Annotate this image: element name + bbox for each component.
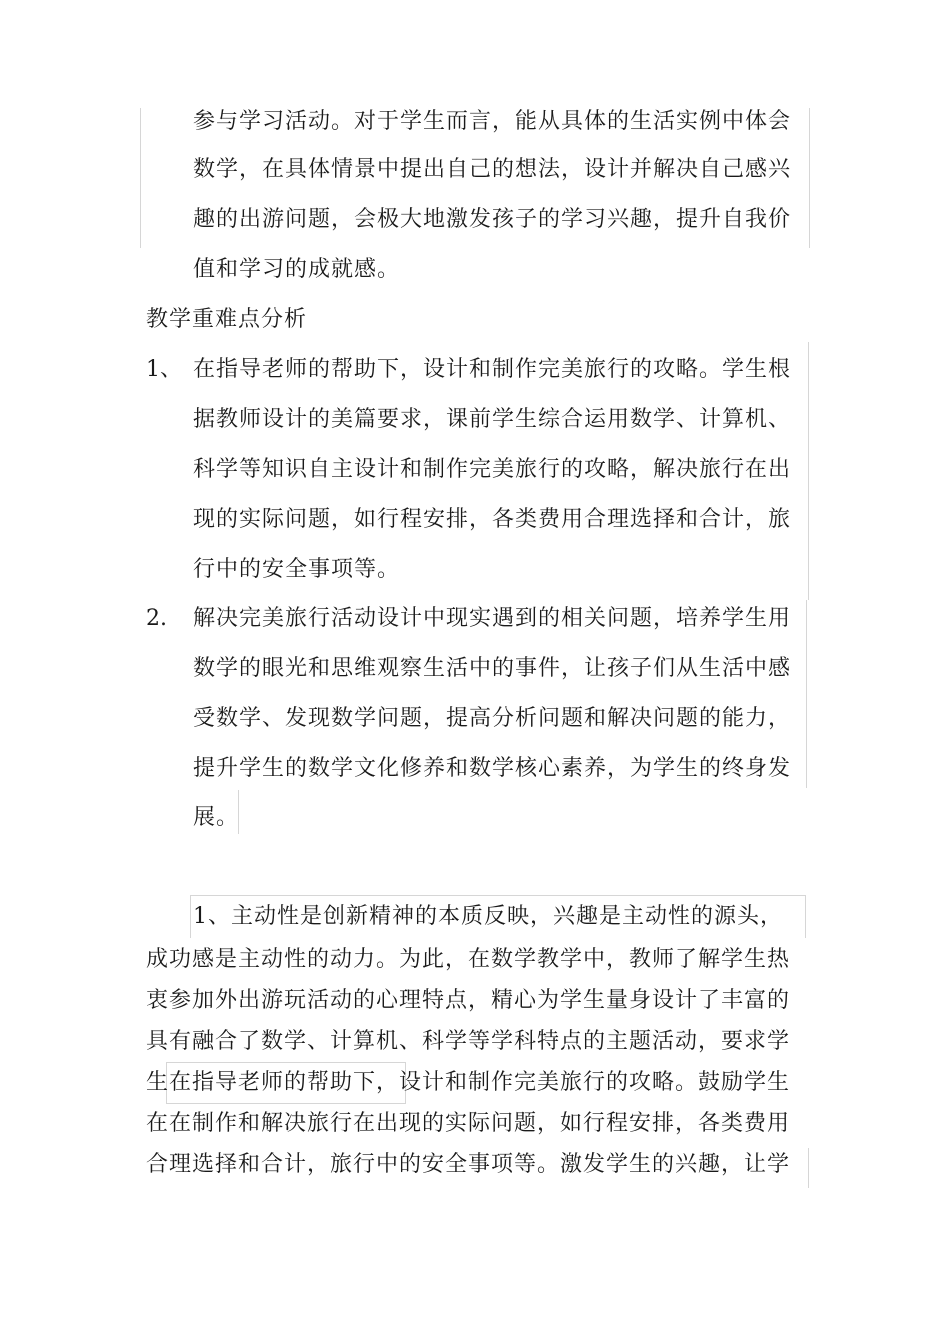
intro-line: 值和学习的成就感。 <box>193 257 401 282</box>
list-item-line: 据教师设计的美篇要求，课前学生综合运用数学、计算机、 <box>193 407 792 432</box>
list-item-line: 解决完美旅行活动设计中现实遇到的相关问题，培养学生用 <box>193 606 792 631</box>
list-item-line: 展。 <box>193 805 240 830</box>
list-item-line: 现的实际问题，如行程安排，各类费用合理选择和合计，旅 <box>193 507 792 532</box>
list-item-line: 行中的安全事项等。 <box>193 557 401 582</box>
paragraph-line: 衷参加外出游玩活动的心理特点，精心为学生量身设计了丰富的 <box>146 988 791 1013</box>
paragraph-line: 生在指导老师的帮助下，设计和制作完美旅行的攻略。鼓励学生 <box>146 1070 791 1095</box>
paragraph-line: 成功感是主动性的动力。为此，在数学教学中，教师了解学生热 <box>146 947 791 972</box>
intro-line: 参与学习活动。对于学生而言，能从具体的生活实例中体会 <box>193 109 792 134</box>
list-item-line: 科学等知识自主设计和制作完美旅行的攻略，解决旅行在出 <box>193 457 792 482</box>
list-item-number: 1、 <box>146 357 182 382</box>
intro-line: 趣的出游问题，会极大地激发孩子的学习兴趣，提升自我价 <box>193 207 792 232</box>
list-item-line: 受数学、发现数学问题，提高分析问题和解决问题的能力， <box>193 706 792 731</box>
list-item-line: 提升学生的数学文化修养和数学核心素养，为学生的终身发 <box>193 756 792 781</box>
paragraph-line: 合理选择和合计，旅行中的安全事项等。激发学生的兴趣，让学 <box>146 1152 791 1177</box>
list-item-number: 2. <box>146 606 167 631</box>
list-item-line: 在指导老师的帮助下，设计和制作完美旅行的攻略。学生根 <box>193 357 792 382</box>
section-heading: 教学重难点分析 <box>146 307 308 332</box>
intro-line: 数学，在具体情景中提出自己的想法，设计并解决自己感兴 <box>193 157 792 182</box>
paragraph-line: 在在制作和解决旅行在出现的实际问题，如行程安排，各类费用 <box>146 1111 791 1136</box>
paragraph-line: 具有融合了数学、计算机、科学等学科特点的主题活动，要求学 <box>146 1029 791 1054</box>
list-item-line: 数学的眼光和思维观察生活中的事件，让孩子们从生活中感 <box>193 656 792 681</box>
paragraph-line: 1、主动性是创新精神的本质反映，兴趣是主动性的源头， <box>193 904 783 929</box>
